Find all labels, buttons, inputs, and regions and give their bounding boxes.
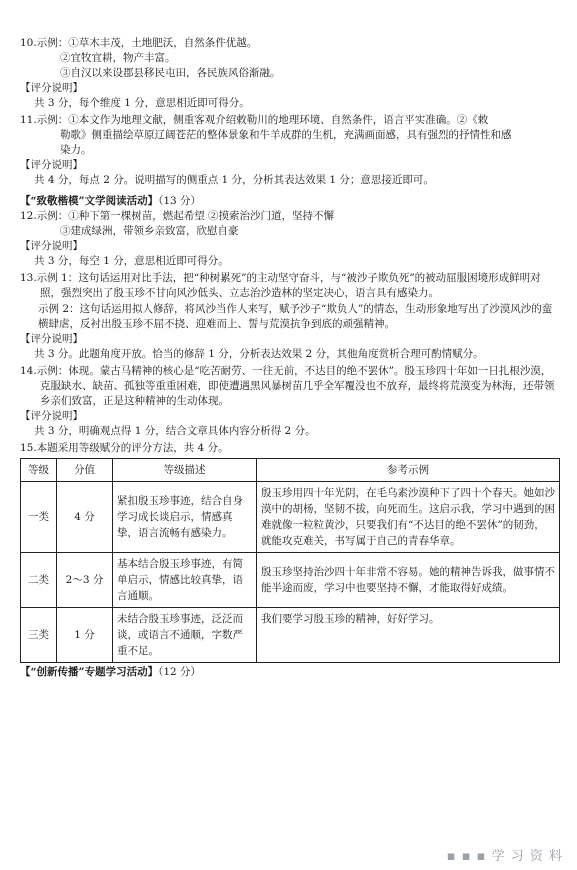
q14-scoring-text: 共 3 分，明确观点得 1 分，结合文章具体内容分析得 2 分。 [34, 425, 316, 437]
q11-scoring-header: 【评分说明】 [20, 159, 83, 171]
section-2-points: （12 分） [158, 666, 202, 678]
q10-line-2: ②宜牧宜耕，物产丰富。 [60, 52, 176, 64]
grade-example: 殷玉珍坚持治沙四十年非常不容易。她的精神告诉我，做事情不能半途而废，学习中也要坚持不懈，才能取得好成绩。 [257, 553, 560, 608]
grade-description: 紧扣殷玉珍事迹，结合自身学习成长谈启示，情感真挚，语言流畅有感染力。 [113, 482, 257, 553]
q12-line-1: 12.示例：①种下第一棵树苗，燃起希望 ②摸索治沙门道，坚持不懈 [20, 210, 335, 222]
q10-line-3: ③自汉以来设郡县移民屯田，各民族风俗渐融。 [60, 67, 281, 79]
grading-table-header [21, 459, 560, 482]
question-10 [20, 36, 560, 111]
col-header-level: 等级 [21, 459, 57, 482]
grade-score: 2～3 分 [57, 553, 113, 608]
table-row [21, 482, 560, 553]
q11-line-2: 勒歌》侧重描绘草原辽阔苍茫的整体景象和牛羊成群的生机，充满画面感，具有强烈的抒情性和感 [60, 129, 512, 141]
grading-table [20, 458, 560, 663]
q12-line-2: ③建成绿洲，带领乡亲致富，欣慰自豪 [60, 225, 239, 237]
question-15 [20, 441, 560, 663]
grade-level: 一类 [21, 482, 57, 553]
grade-example: 殷玉珍用四十年光阴，在毛乌素沙漠种下了四十个春天。她如沙漠中的胡杨，坚韧不拔，向死而生。这启示我，学习中遇到的困难就像一粒粒黄沙，只要我们有“不达目的绝不罢休”的韧劲，就能攻克难关，书写属于自己的青春华章。 [257, 482, 560, 553]
grade-description: 基本结合殷玉珍事迹，有简单启示，情感比较真挚，语言通顺。 [113, 553, 257, 608]
q10-scoring-text: 共 3 分，每个维度 1 分，意思相近即可得分。 [34, 97, 250, 109]
q13-scoring-header: 【评分说明】 [20, 333, 83, 345]
grade-score: 4 分 [57, 482, 113, 553]
section-1-points: （13 分） [158, 195, 202, 207]
question-14 [20, 364, 560, 439]
table-row [21, 608, 560, 663]
col-header-description: 等级描述 [113, 459, 257, 482]
col-header-score: 分值 [57, 459, 113, 482]
grade-example: 我们要学习殷玉珍的精神，好好学习。 [257, 608, 560, 663]
col-header-example: 参考示例 [257, 459, 560, 482]
answer-page [20, 36, 560, 680]
q11-scoring-text: 共 4 分，每点 2 分。说明描写的侧重点 1 分，分析其表达效果 1 分；意思接近即可。 [34, 174, 434, 186]
table-row [21, 553, 560, 608]
q13-example-1: 13.示例 1：这句话运用对比手法，把“种树累死”的主动坚守奋斗，与“被沙子欺负死”的被动屈服困境形成鲜明对照，强烈突出了殷玉珍不甘向风沙低头、立志治沙造林的坚定决心，语言具有感染力。 [20, 272, 541, 299]
grade-level: 二类 [21, 553, 57, 608]
grade-description: 未结合殷玉珍事迹，泛泛而谈，或语言不通顺，字数严重不足。 [113, 608, 257, 663]
q10-line-1: 10.示例：①草木丰茂，土地肥沃，自然条件优越。 [20, 37, 258, 49]
q12-scoring-header: 【评分说明】 [20, 240, 83, 252]
question-13 [20, 271, 560, 362]
section-heading-2 [20, 665, 560, 680]
q14-example: 14.示例：体现。蒙古马精神的核心是“吃苦耐劳、一往无前，不达目的绝不罢休”。殷玉珍四十年如一日扎根沙漠，克服缺水、缺苗、孤独等重重困难，即使遭遇黑风暴树苗几乎全军覆没也不放弃，最终将荒漠变为林海，还带领乡亲们致富，正是这种精神的生动体现。 [20, 365, 555, 407]
question-11 [20, 113, 560, 188]
q10-scoring-header: 【评分说明】 [20, 82, 83, 94]
q15-intro: 15.本题采用等级赋分的评分方法，共 4 分。 [20, 442, 229, 454]
q11-line-1: 11.示例：①本文作为地理文献，侧重客观介绍敕勒川的地理环境、自然条件，语言平实准确。②《敕 [20, 114, 489, 126]
q14-scoring-header: 【评分说明】 [20, 410, 83, 422]
section-1-title: 【“致敬楷模”文学阅读活动】 [20, 195, 159, 207]
question-12 [20, 209, 560, 269]
q13-example-2: 示例 2：这句话运用拟人修辞，将风沙当作人来写，赋予沙子“欺负人”的情态，生动形象地写出了沙漠风沙的蛮横肆虐，反衬出殷玉珍不屈不挠、迎难而上、誓与荒漠抗争到底的顽强精神。 [38, 303, 553, 330]
q13-scoring-text: 共 3 分。此题角度开放。恰当的修辞 1 分，分析表达效果 2 分，其他角度赏析合理可酌情赋分。 [34, 348, 484, 360]
q12-scoring-text: 共 3 分，每空 1 分，意思相近即可得分。 [34, 255, 229, 267]
watermark: ▪ ▪ ▪ 学 习 资 料 [446, 849, 563, 864]
section-heading-1 [20, 194, 560, 209]
grade-score: 1 分 [57, 608, 113, 663]
grade-level: 三类 [21, 608, 57, 663]
section-2-title: 【“创新传播”专题学习活动】 [20, 666, 159, 678]
q11-line-3: 染力。 [60, 144, 92, 156]
